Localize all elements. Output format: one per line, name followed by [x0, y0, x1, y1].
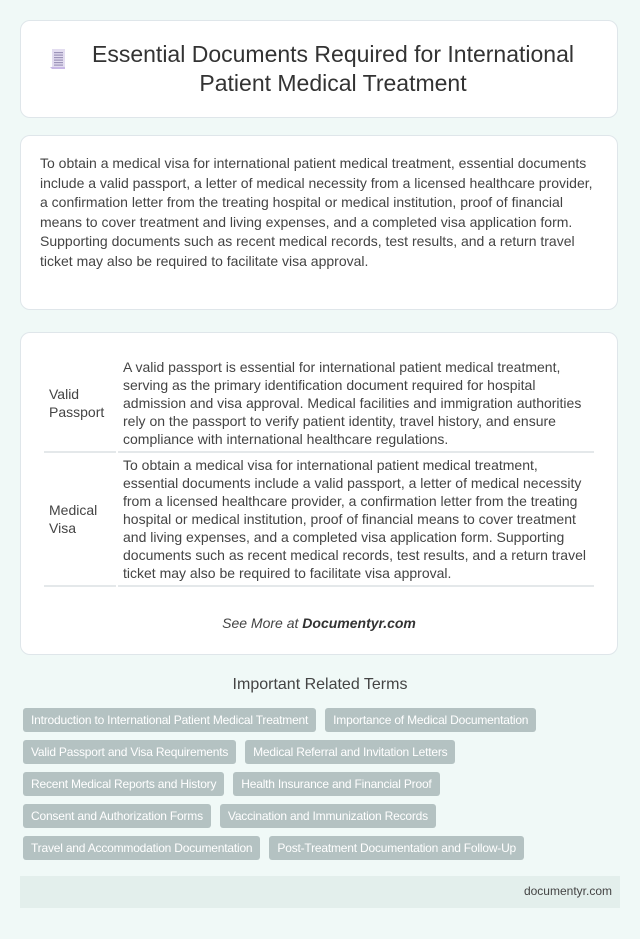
see-more — [21, 615, 617, 631]
related-term-tag[interactable]: Introduction to International Patient Medical Treatment — [23, 708, 316, 732]
related-term-tag[interactable]: Medical Referral and Invitation Letters — [245, 740, 455, 764]
row-label: Valid Passport — [44, 355, 116, 453]
table-row — [44, 453, 594, 587]
page-title: Essential Documents Required for International Patient Medical Treatment — [92, 41, 574, 96]
related-term-tag[interactable]: Recent Medical Reports and History — [23, 772, 224, 796]
documents-table-card — [20, 332, 618, 655]
related-term-tag[interactable]: Consent and Authorization Forms — [23, 804, 211, 828]
related-term-tag[interactable]: Health Insurance and Financial Proof — [233, 772, 439, 796]
header-card — [20, 20, 618, 118]
row-label: Medical Visa — [44, 453, 116, 587]
see-more-link[interactable]: Documentyr.com — [302, 615, 416, 631]
row-description: To obtain a medical visa for international patient medical treatment, essential documents include a valid passport, a letter of medical necessity from a licensed healthcare provider, a confirmation letter from the treating hospital or medical institution, proof of financial means to cover treatment and living expenses, and a completed visa application form. Supporting documents such as recent medical records, test results, and a return travel ticket may also be required to facilitate visa approval. — [118, 453, 594, 587]
related-terms-title: Important Related Terms — [232, 676, 408, 693]
related-term-tag[interactable]: Valid Passport and Visa Requirements — [23, 740, 236, 764]
related-term-tag[interactable]: Importance of Medical Documentation — [325, 708, 536, 732]
table-row — [44, 355, 594, 453]
see-more-prefix: See More at — [222, 615, 303, 631]
related-term-tag[interactable]: Vaccination and Immunization Records — [220, 804, 436, 828]
footer-bar — [20, 876, 620, 908]
footer-site[interactable]: documentyr.com — [523, 884, 612, 898]
related-term-tag[interactable]: Post-Treatment Documentation and Follow-Up — [269, 836, 524, 860]
intro-card — [20, 135, 618, 310]
intro-text: To obtain a medical visa for international patient medical treatment, essential documents include a valid passport, a letter of medical necessity from a licensed healthcare provider, a confirmation letter from the treating hospital or medical institution, proof of financial means to cover treatment and living expenses, and a completed visa application form. Supporting documents such as recent medical records, test results, and a return travel ticket may also be required to facilitate visa approval. — [40, 155, 593, 269]
document-icon — [49, 48, 67, 72]
related-term-tag[interactable]: Travel and Accommodation Documentation — [23, 836, 260, 860]
row-description: A valid passport is essential for international patient medical treatment, serving as the primary identification document required for hospital admission and visa approval. Medical facilities and immigration authorities rely on the passport to verify patient identity, travel history, and ensure compliance with international healthcare regulations. — [118, 355, 594, 453]
related-terms-list — [23, 708, 603, 860]
documents-table — [42, 355, 596, 587]
